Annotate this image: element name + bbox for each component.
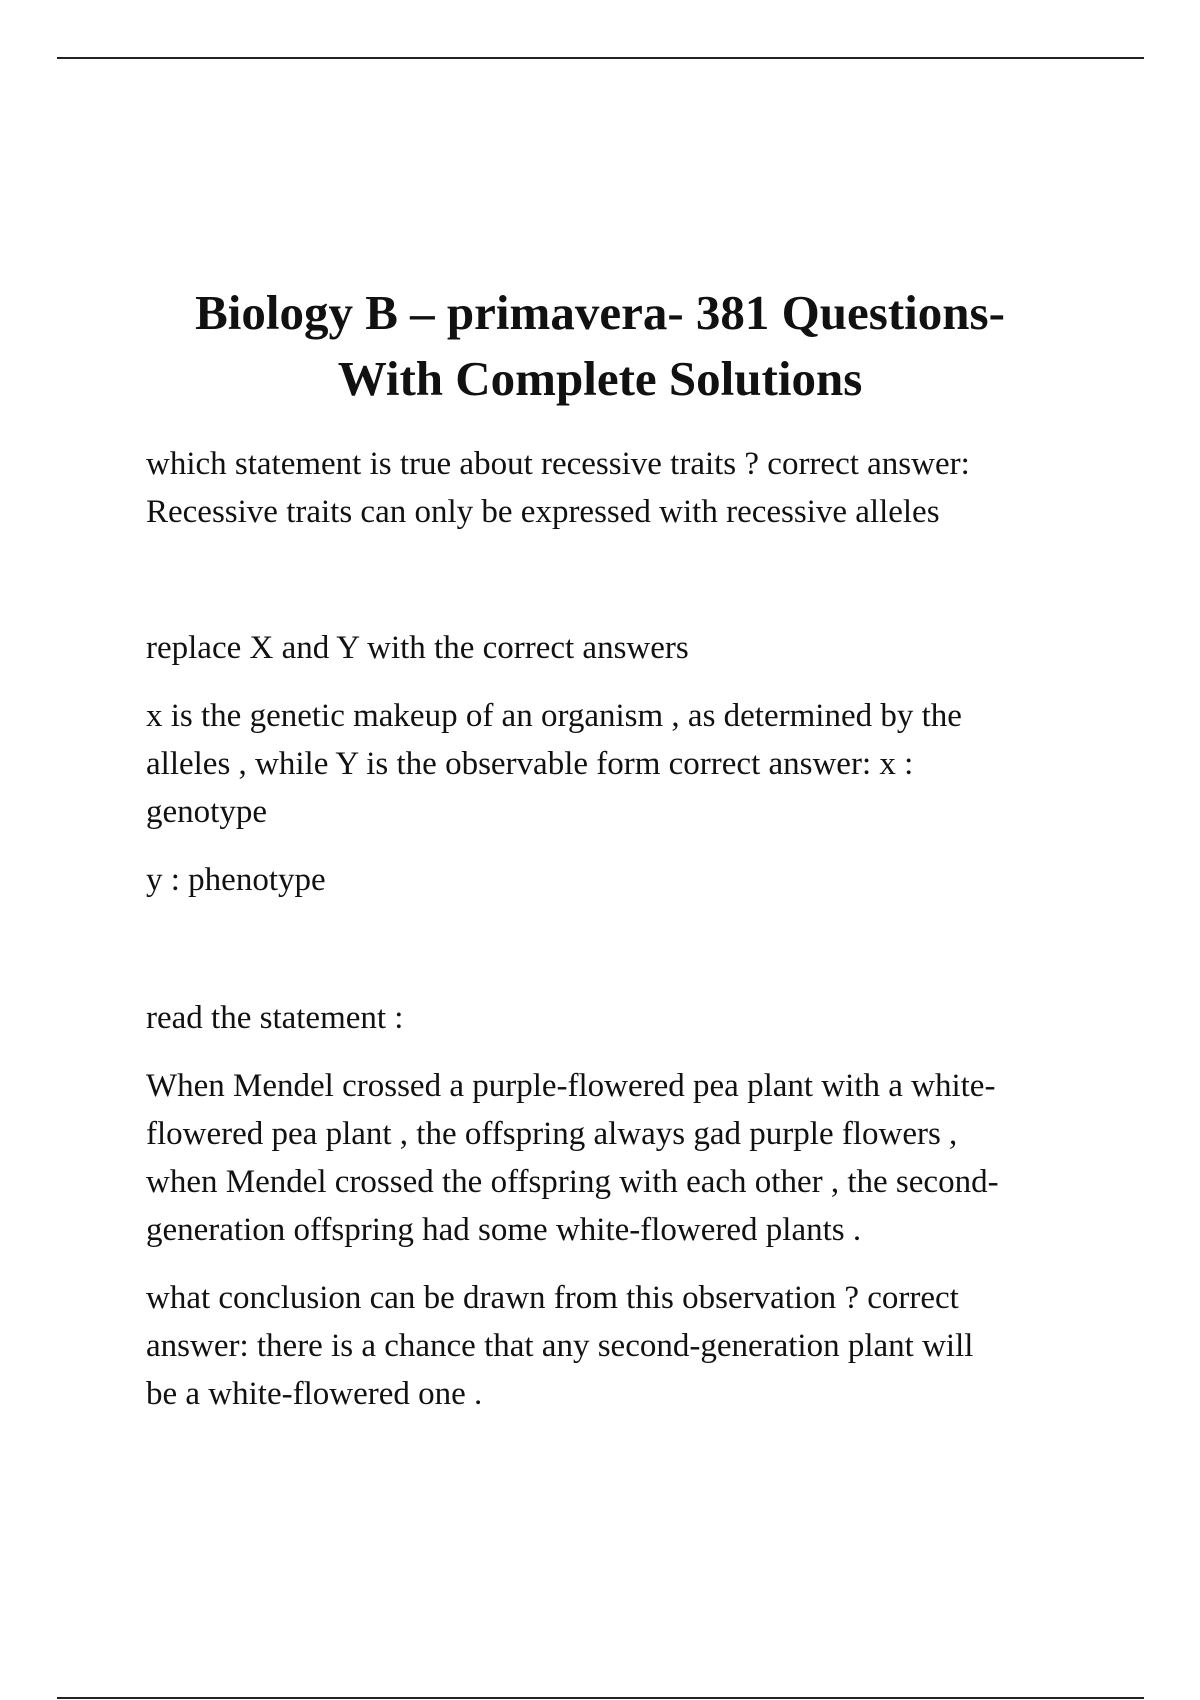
document-body [146,440,1106,1418]
question-1-line: which statement is true about recessive traits ? correct answer: [146,446,970,482]
statement-line: generation offspring had some white-flowered plants . [146,1212,862,1248]
header-rule [57,57,1144,59]
question-1-line: Recessive traits can only be expressed with recessive alleles [146,494,940,530]
title-line-1: Biology B – primavera- 381 Questions- [195,285,1005,340]
question-2-intro-text: replace X and Y with the correct answers [146,630,689,666]
question-2-line: genotype [146,794,267,830]
question-2-line: alleles , while Y is the observable form correct answer: x : [146,746,914,782]
answer-y-text: y : phenotype [146,862,326,898]
question-3 [146,1274,1106,1418]
document-title [60,280,1140,412]
question-3-intro [146,994,1106,1042]
question-2-intro [146,624,1106,672]
statement-line: when Mendel crossed the offspring with each other , the second- [146,1164,999,1200]
statement-line: flowered pea plant , the offspring always gad purple flowers , [146,1116,958,1152]
question-3-intro-text: read the statement : [146,1000,404,1036]
footer-rule [57,1697,1144,1699]
question-2-line: x is the genetic makeup of an organism , as determined by the [146,698,962,734]
question-2-answer-y [146,856,1106,904]
title-line-2: With Complete Solutions [337,351,863,406]
question-3-statement [146,1062,1106,1254]
question-3-line: be a white-flowered one . [146,1376,483,1412]
question-3-line: what conclusion can be drawn from this observation ? correct [146,1280,959,1316]
question-3-line: answer: there is a chance that any second-generation plant will [146,1328,974,1364]
statement-line: When Mendel crossed a purple-flowered pea plant with a white- [146,1068,996,1104]
question-1 [146,440,1106,536]
question-2 [146,692,1106,836]
